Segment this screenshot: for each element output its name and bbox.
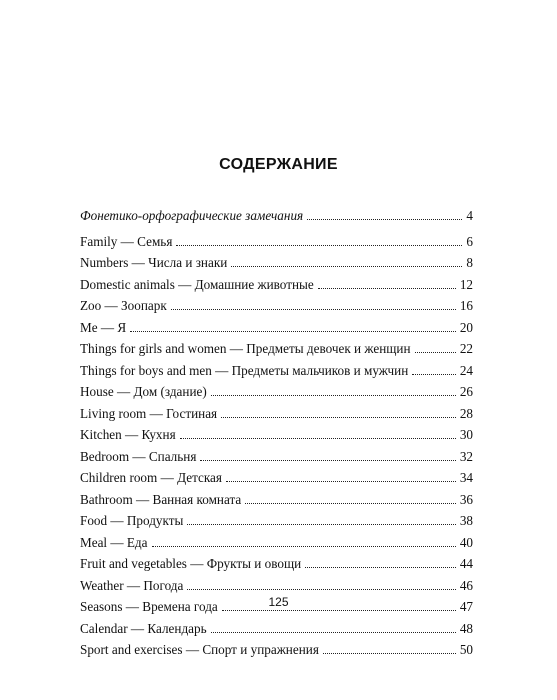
toc-entry <box>80 274 473 296</box>
toc-entry-page: 22 <box>459 341 473 356</box>
toc-entry <box>80 360 473 382</box>
toc-entry-title: Fruit and vegetables — Фрукты и овощи <box>80 556 302 571</box>
dot-leader <box>171 309 456 310</box>
toc-entry-title: Calendar — Календарь <box>80 620 207 636</box>
toc-entry-page: 32 <box>459 448 473 464</box>
toc-entry <box>80 446 473 468</box>
toc-entry <box>80 317 473 339</box>
toc-entry-title: Zoo — Зоопарк <box>80 298 167 313</box>
dot-leader <box>245 503 456 504</box>
toc-entry-page: 20 <box>459 319 473 335</box>
toc-entry-page: 6 <box>466 233 473 249</box>
toc-entry-page: 28 <box>459 405 473 421</box>
toc-entry-page: 26 <box>459 384 473 399</box>
toc-entry <box>80 403 473 425</box>
toc-entry-title: Bedroom — Спальня <box>80 448 197 464</box>
toc-entry <box>80 338 473 360</box>
dot-leader <box>200 460 455 461</box>
toc-entry-title: Me — Я <box>80 319 127 335</box>
toc-entry <box>80 553 473 575</box>
dot-leader <box>231 266 462 267</box>
toc-entry-title: Things for girls and women — Предметы девочек и женщин <box>80 341 411 356</box>
toc-entry-page: 30 <box>459 427 473 442</box>
toc-entry-page: 40 <box>459 534 473 550</box>
toc-entry-title: Bathroom — Ванная комната <box>80 491 242 507</box>
toc-entry-title: Фонетико-орфографические замечания <box>80 208 304 223</box>
toc-entry-title: Living room — Гостиная <box>80 405 218 421</box>
toc-entry <box>80 424 473 446</box>
dot-leader <box>307 219 462 220</box>
toc-entry <box>80 618 473 640</box>
toc-entry <box>80 575 473 597</box>
dot-leader <box>305 567 456 568</box>
toc-entry-page: 38 <box>459 513 473 528</box>
page-title: СОДЕРЖАНИЕ <box>219 156 338 173</box>
toc-entry-page: 12 <box>459 276 473 292</box>
dot-leader <box>211 395 456 396</box>
toc-entry <box>80 639 473 661</box>
toc-entry-title: Kitchen — Кухня <box>80 427 176 442</box>
toc-entry <box>80 489 473 511</box>
toc-entry-page: 36 <box>459 491 473 507</box>
toc-entry-title: Weather — Погода <box>80 577 184 593</box>
toc-entry <box>80 510 473 532</box>
toc-entry <box>80 467 473 489</box>
toc-entry-page: 16 <box>459 298 473 313</box>
dot-leader <box>415 352 456 353</box>
toc-entry-page: 46 <box>459 577 473 593</box>
toc-entry <box>80 295 473 317</box>
dot-leader <box>412 374 456 375</box>
toc-entry-page: 8 <box>466 255 473 270</box>
toc-entry <box>80 231 473 253</box>
toc-entry <box>80 252 473 274</box>
dot-leader <box>176 245 462 246</box>
toc-entry-page: 44 <box>459 556 473 571</box>
dot-leader <box>187 589 455 590</box>
dot-leader <box>226 481 456 482</box>
dot-leader <box>187 524 455 525</box>
dot-leader <box>152 546 456 547</box>
dot-leader <box>180 438 456 439</box>
toc-entry-page: 50 <box>459 642 473 657</box>
page-number: 125 <box>268 595 289 609</box>
toc-entry-title: Things for boys and men — Предметы мальчиков и мужчин <box>80 362 409 378</box>
dot-leader <box>130 331 456 332</box>
toc-entry-page: 47 <box>459 599 473 614</box>
toc-entry-title: Meal — Еда <box>80 534 148 550</box>
table-of-contents <box>80 205 473 661</box>
toc-entry-title: House — Дом (здание) <box>80 384 207 399</box>
dot-leader <box>221 417 456 418</box>
dot-leader <box>222 610 456 611</box>
toc-entry-title: Numbers — Числа и знаки <box>80 255 228 270</box>
toc-entry-title: Domestic animals — Домашние животные <box>80 276 314 292</box>
toc-entry-title: Sport and exercises — Спорт и упражнения <box>80 642 319 657</box>
toc-entry <box>80 532 473 554</box>
toc-entry-title: Seasons — Времена года <box>80 599 218 614</box>
toc-entry-title: Family — Семья <box>80 233 173 249</box>
toc-entry <box>80 205 473 227</box>
dot-leader <box>323 653 456 654</box>
toc-entry-page: 4 <box>466 208 473 223</box>
dot-leader <box>318 288 456 289</box>
toc-entry <box>80 381 473 403</box>
toc-entry-page: 24 <box>459 362 473 378</box>
toc-entry-title: Food — Продукты <box>80 513 184 528</box>
dot-leader <box>211 632 456 633</box>
toc-entry-page: 48 <box>459 620 473 636</box>
toc-entry-title: Children room — Детская <box>80 470 222 485</box>
toc-entry-page: 34 <box>459 470 473 485</box>
